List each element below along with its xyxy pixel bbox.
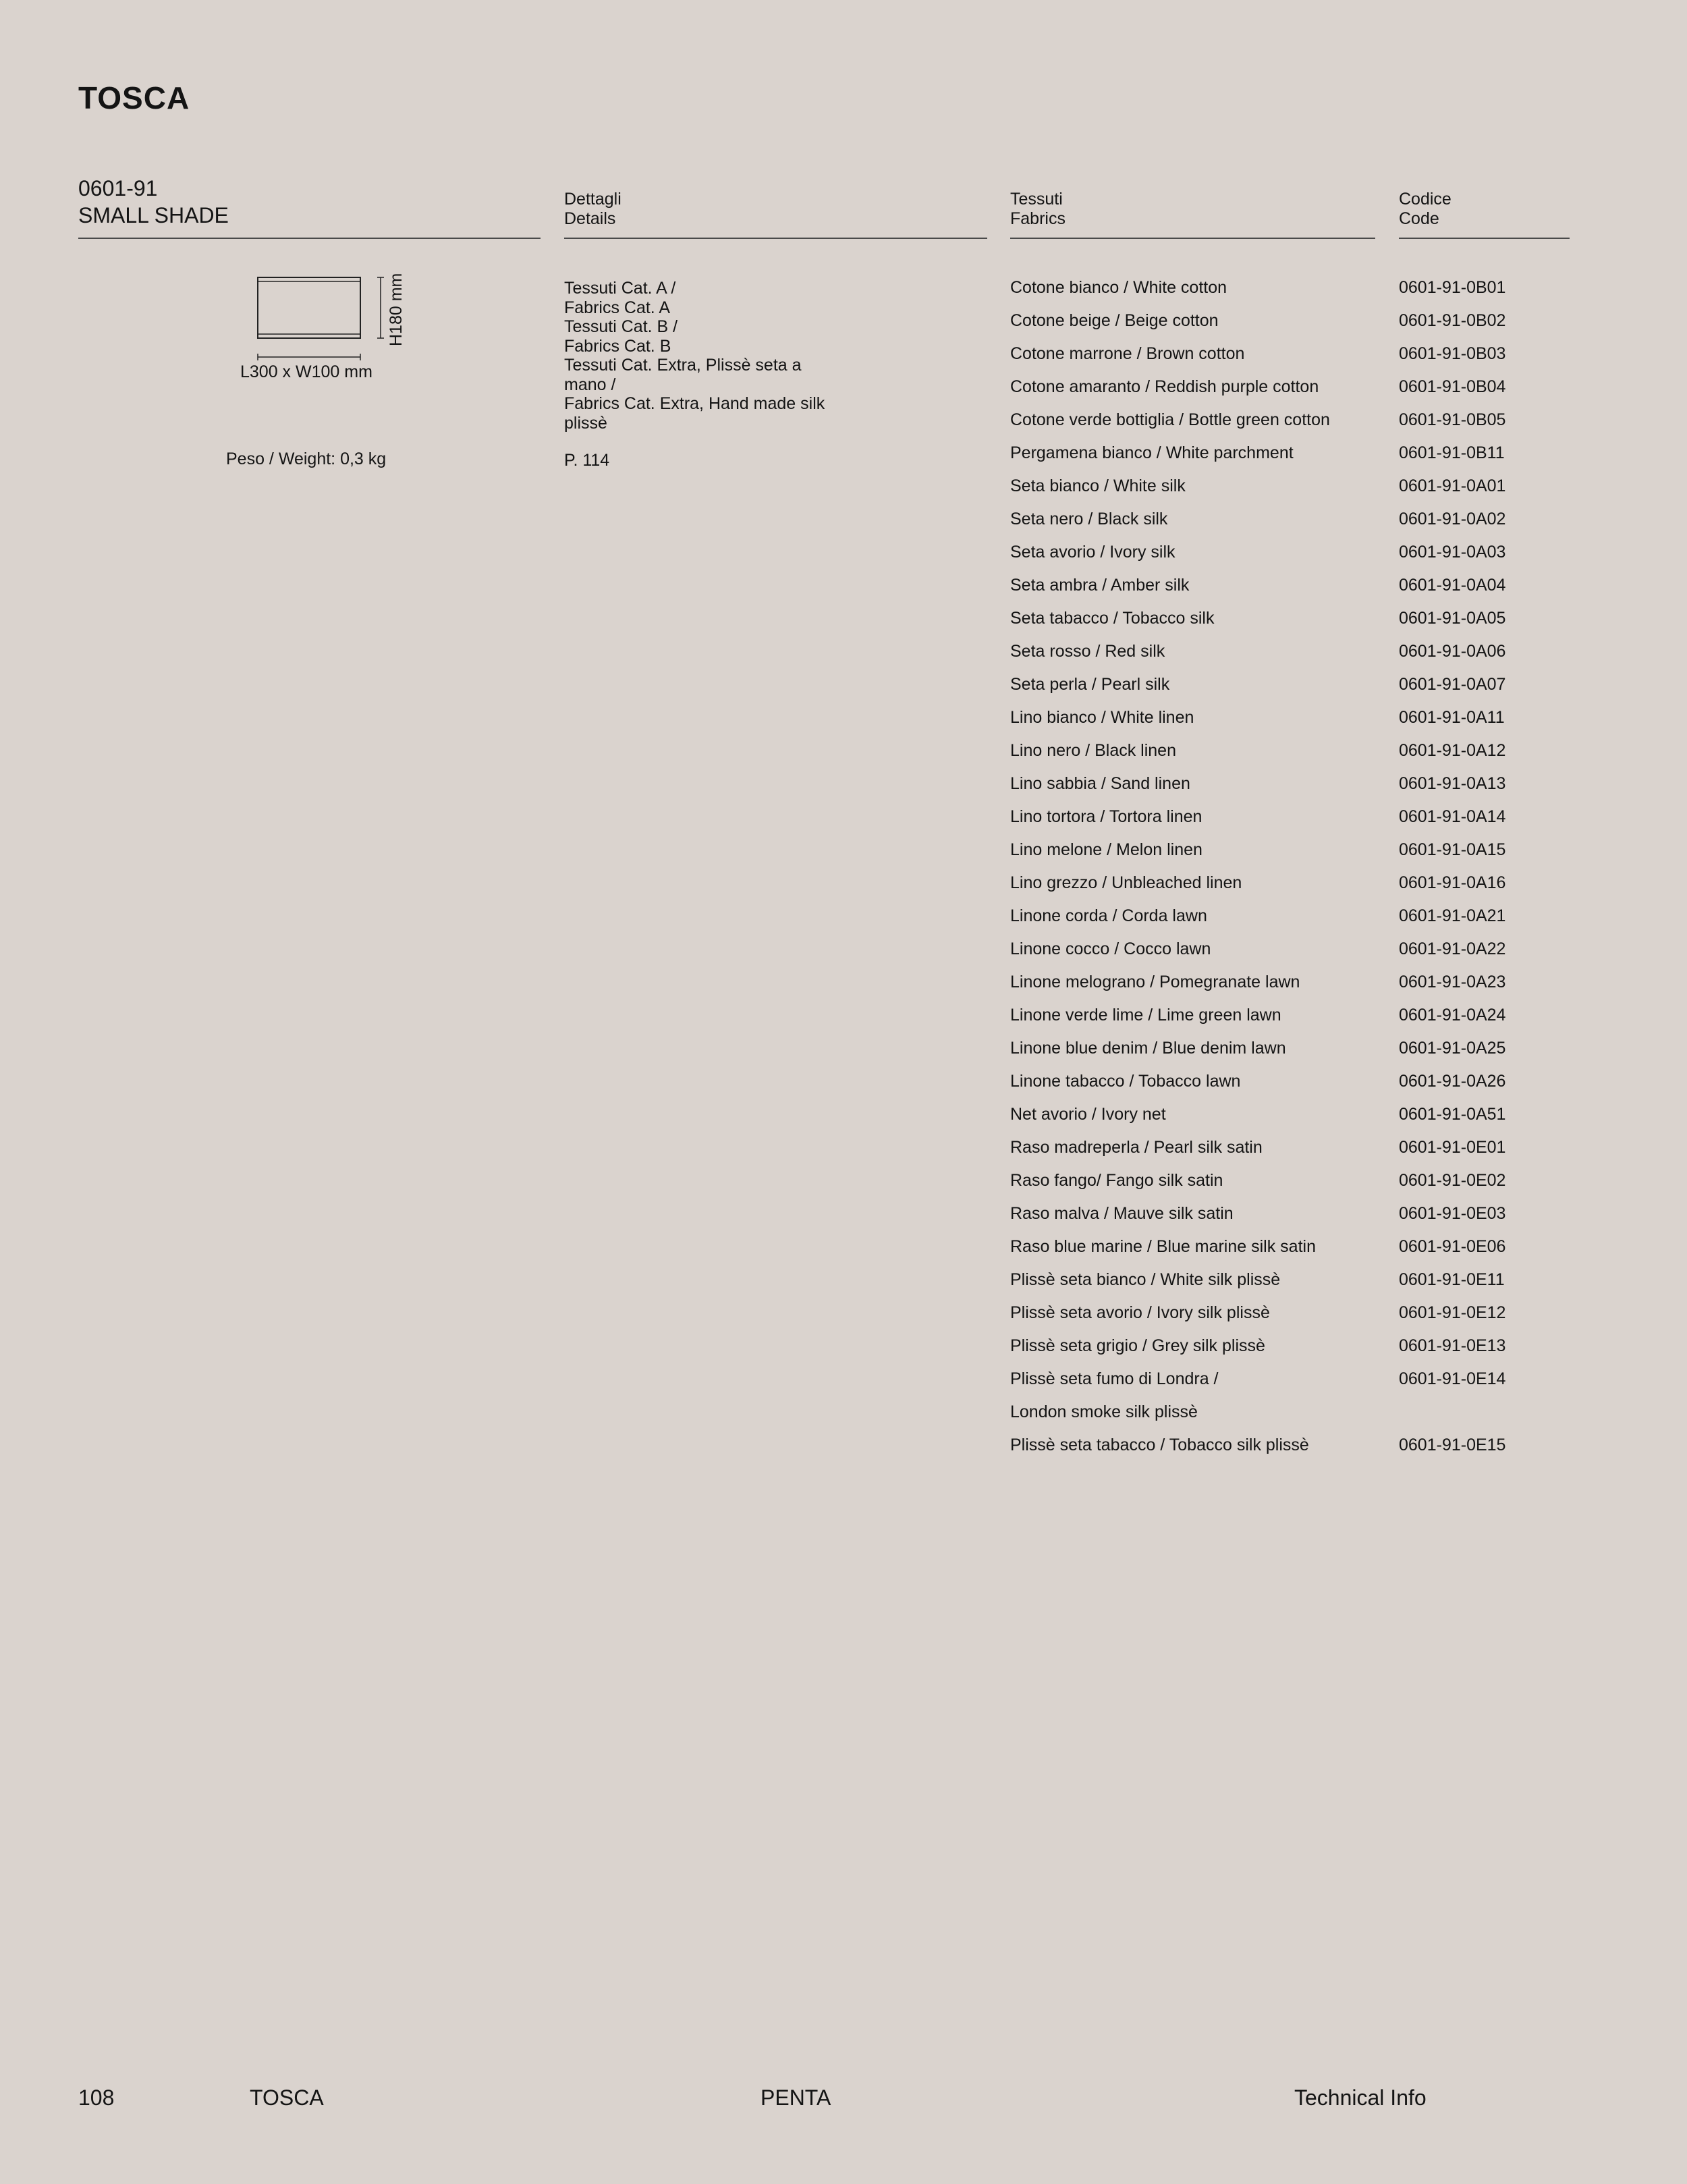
fabric-row — [1010, 867, 1617, 900]
fabric-name: Linone blue denim / Blue denim lawn — [1010, 1039, 1286, 1058]
product-name: SMALL SHADE — [78, 203, 229, 227]
fabrics-header-en: Fabrics — [1010, 209, 1066, 228]
fabric-name: Linone verde lime / Lime green lawn — [1010, 1006, 1281, 1025]
fabric-row — [1010, 271, 1617, 304]
fabric-name: Seta tabacco / Tobacco silk — [1010, 609, 1215, 628]
fabric-code: 0601-91-0A01 — [1399, 476, 1506, 495]
fabric-code: 0601-91-0A03 — [1399, 543, 1506, 562]
fabric-row — [1010, 437, 1617, 470]
fabric-name: Cotone bianco / White cotton — [1010, 278, 1227, 297]
fabric-code: 0601-91-0E03 — [1399, 1204, 1506, 1223]
fabric-code: 0601-91-0B03 — [1399, 344, 1506, 363]
fabric-row — [1010, 1065, 1617, 1098]
fabric-name: Seta perla / Pearl silk — [1010, 675, 1170, 694]
height-label: H180 mm — [387, 273, 406, 346]
details-line: Fabrics Cat. A — [564, 298, 670, 317]
divider-fabrics — [1010, 238, 1375, 239]
fabric-name: Plissè seta grigio / Grey silk plissè — [1010, 1336, 1265, 1355]
fabric-row — [1010, 1429, 1617, 1462]
fabric-row — [1010, 1032, 1617, 1065]
details-line: Tessuti Cat. A / — [564, 279, 676, 298]
fabric-name: Linone melograno / Pomegranate lawn — [1010, 973, 1300, 991]
fabric-row — [1010, 470, 1617, 503]
shade-drawing — [250, 267, 412, 361]
fabric-name: Lino melone / Melon linen — [1010, 840, 1202, 859]
fabric-row — [1010, 734, 1617, 767]
fabric-code: 0601-91-0A26 — [1399, 1072, 1506, 1091]
fabric-row — [1010, 304, 1617, 337]
fabric-code: 0601-91-0B11 — [1399, 443, 1505, 462]
fabric-code: 0601-91-0E15 — [1399, 1436, 1506, 1454]
fabric-name: Cotone beige / Beige cotton — [1010, 311, 1219, 330]
fabric-code: 0601-91-0A14 — [1399, 807, 1506, 826]
fabric-row — [1010, 900, 1617, 933]
details-header — [564, 190, 621, 229]
fabric-row — [1010, 1164, 1617, 1197]
fabric-name: Linone corda / Corda lawn — [1010, 906, 1207, 925]
fabric-row — [1010, 602, 1617, 635]
divider-details — [564, 238, 987, 239]
shade-outline — [258, 277, 360, 338]
fabric-code: 0601-91-0E06 — [1399, 1237, 1506, 1256]
size-label: L300 x W100 mm — [240, 362, 372, 381]
fabric-name: Linone cocco / Cocco lawn — [1010, 939, 1211, 958]
fabric-code: 0601-91-0E02 — [1399, 1171, 1506, 1190]
fabric-code: 0601-91-0A06 — [1399, 642, 1506, 661]
details-list — [564, 279, 834, 433]
fabric-row — [1010, 834, 1617, 867]
fabric-row — [1010, 1230, 1617, 1263]
fabrics-header-it: Tessuti — [1010, 190, 1063, 209]
fabric-row — [1010, 371, 1617, 404]
fabric-name: Raso madreperla / Pearl silk satin — [1010, 1138, 1263, 1157]
page-number: 108 — [78, 2085, 115, 2110]
fabric-row — [1010, 701, 1617, 734]
fabric-row — [1010, 668, 1617, 701]
fabric-code: 0601-91-0E11 — [1399, 1270, 1505, 1289]
fabric-code: 0601-91-0B05 — [1399, 410, 1506, 429]
fabric-code: 0601-91-0A11 — [1399, 708, 1505, 727]
fabric-code: 0601-91-0A51 — [1399, 1105, 1506, 1124]
fabric-name: Seta nero / Black silk — [1010, 510, 1168, 528]
fabric-name: Raso malva / Mauve silk satin — [1010, 1204, 1234, 1223]
fabric-code: 0601-91-0E14 — [1399, 1369, 1506, 1388]
details-line: Fabrics Cat. B — [564, 336, 671, 356]
fabric-code: 0601-91-0A25 — [1399, 1039, 1506, 1058]
fabric-code: 0601-91-0E13 — [1399, 1336, 1506, 1355]
fabric-name: Plissè seta avorio / Ivory silk plissè — [1010, 1303, 1270, 1322]
fabric-code: 0601-91-0A04 — [1399, 576, 1506, 595]
details-line: Tessuti Cat. Extra, Plissè seta a mano / — [564, 356, 802, 394]
fabric-name: Lino grezzo / Unbleached linen — [1010, 873, 1242, 892]
fabrics-header — [1010, 190, 1066, 229]
fabric-row — [1010, 569, 1617, 602]
fabric-code: 0601-91-0A05 — [1399, 609, 1506, 628]
details-line: Tessuti Cat. B / — [564, 317, 678, 336]
fabric-code: 0601-91-0A15 — [1399, 840, 1506, 859]
fabric-code: 0601-91-0A13 — [1399, 774, 1506, 793]
product-code: 0601-91 — [78, 176, 158, 200]
fabric-row — [1010, 933, 1617, 966]
fabric-name: Seta bianco / White silk — [1010, 476, 1186, 495]
fabric-name: Cotone amaranto / Reddish purple cotton — [1010, 377, 1319, 396]
fabric-row — [1010, 503, 1617, 536]
fabric-row — [1010, 767, 1617, 800]
fabric-code: 0601-91-0A02 — [1399, 510, 1506, 528]
fabric-row — [1010, 1098, 1617, 1131]
fabric-code: 0601-91-0A12 — [1399, 741, 1506, 760]
fabric-name: Cotone verde bottiglia / Bottle green cotton — [1010, 410, 1330, 429]
footer-brand: PENTA — [760, 2085, 831, 2110]
fabric-code: 0601-91-0A16 — [1399, 873, 1506, 892]
fabric-name: Lino sabbia / Sand linen — [1010, 774, 1190, 793]
fabric-code: 0601-91-0A24 — [1399, 1006, 1506, 1025]
fabric-name: Lino tortora / Tortora linen — [1010, 807, 1202, 826]
fabric-row — [1010, 1131, 1617, 1164]
fabric-name: Seta avorio / Ivory silk — [1010, 543, 1176, 562]
fabric-code: 0601-91-0A21 — [1399, 906, 1506, 925]
fabric-name: Raso fango/ Fango silk satin — [1010, 1171, 1223, 1190]
footer-chapter: Technical Info — [1294, 2085, 1427, 2110]
fabric-code: 0601-91-0B02 — [1399, 311, 1506, 330]
fabric-code: 0601-91-0B04 — [1399, 377, 1506, 396]
fabric-row — [1010, 635, 1617, 668]
fabric-name: Raso blue marine / Blue marine silk satin — [1010, 1237, 1316, 1256]
fabric-name: Plissè seta fumo di Londra / London smoke silk plissè — [1010, 1369, 1219, 1421]
fabric-row — [1010, 337, 1617, 371]
fabric-name: Net avorio / Ivory net — [1010, 1105, 1166, 1124]
fabric-name: Linone tabacco / Tobacco lawn — [1010, 1072, 1241, 1091]
fabric-row — [1010, 1330, 1617, 1363]
fabric-code: 0601-91-0E01 — [1399, 1138, 1506, 1157]
details-header-en: Details — [564, 209, 616, 228]
fabric-table — [1010, 271, 1617, 1462]
fabric-row — [1010, 1263, 1617, 1296]
fabric-row — [1010, 536, 1617, 569]
fabric-name: Seta rosso / Red silk — [1010, 642, 1165, 661]
fabric-code: 0601-91-0E12 — [1399, 1303, 1506, 1322]
fabric-name: Lino bianco / White linen — [1010, 708, 1194, 727]
fabric-code: 0601-91-0A22 — [1399, 939, 1506, 958]
fabric-row — [1010, 800, 1617, 834]
details-header-it: Dettagli — [564, 190, 621, 209]
fabric-code: 0601-91-0A23 — [1399, 973, 1506, 991]
fabric-row — [1010, 966, 1617, 999]
fabric-name: Lino nero / Black linen — [1010, 741, 1176, 760]
fabric-name: Plissè seta tabacco / Tobacco silk plissè — [1010, 1436, 1309, 1454]
details-line: Fabrics Cat. Extra, Hand made silk plissè — [564, 394, 825, 433]
fabric-row — [1010, 404, 1617, 437]
fabric-row — [1010, 1363, 1617, 1429]
fabric-code: 0601-91-0A07 — [1399, 675, 1506, 694]
fabric-name: Plissè seta bianco / White silk plissè — [1010, 1270, 1281, 1289]
code-header-it: Codice — [1399, 190, 1451, 209]
fabric-row — [1010, 1296, 1617, 1330]
code-header-en: Code — [1399, 209, 1439, 228]
fabric-row — [1010, 999, 1617, 1032]
page-reference: P. 114 — [564, 451, 610, 470]
fabric-code: 0601-91-0B01 — [1399, 278, 1506, 297]
divider-code — [1399, 238, 1570, 239]
weight-label: Peso / Weight: 0,3 kg — [226, 449, 387, 468]
fabric-row — [1010, 1197, 1617, 1230]
fabric-name: Cotone marrone / Brown cotton — [1010, 344, 1245, 363]
footer-section: TOSCA — [250, 2085, 324, 2110]
divider-product — [78, 238, 541, 239]
code-header — [1399, 190, 1451, 229]
fabric-name: Pergamena bianco / White parchment — [1010, 443, 1294, 462]
brand-title: TOSCA — [78, 80, 190, 115]
fabric-name: Seta ambra / Amber silk — [1010, 576, 1190, 595]
